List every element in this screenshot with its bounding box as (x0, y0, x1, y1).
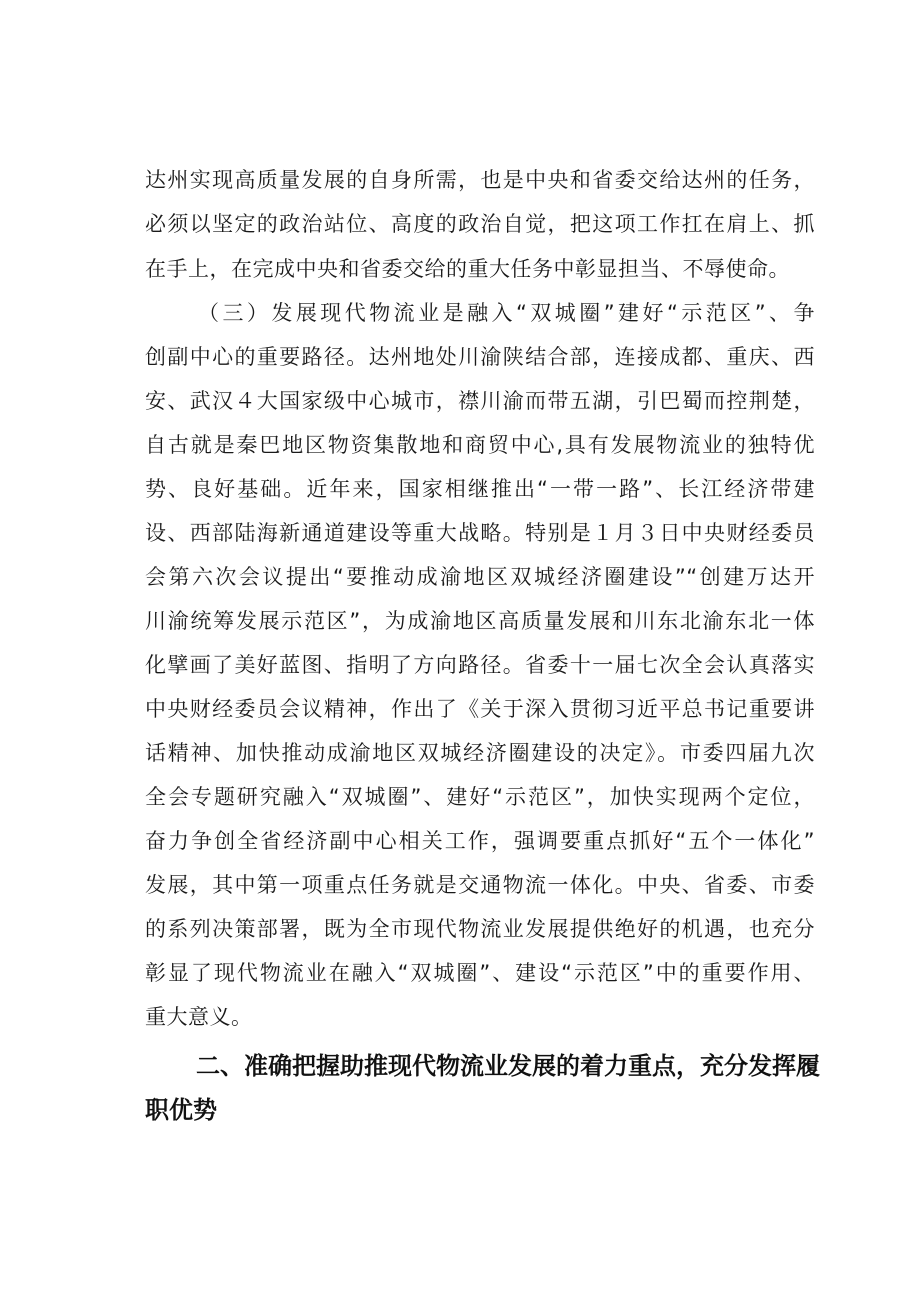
paragraph-2-line-14: 发展，其中第一项重点任务就是交通物流一体化。中央、省委、市委 (145, 873, 815, 897)
paragraph-1-line-2: 必须以坚定的政治站位、高度的政治自觉，把这项工作扛在肩上、抓 (145, 212, 815, 236)
paragraph-2-line-12: 全会专题研究融入“双城圈”、建好“示范区”，加快实现两个定位， (145, 785, 815, 809)
paragraph-2-line-15: 的系列决策部署，既为全市现代物流业发展提供绝好的机遇，也充分 (145, 917, 815, 941)
paragraph-2-line-5: 势、良好基础。近年来，国家相继推出“一带一路”、长江经济带建 (145, 477, 815, 501)
paragraph-2-line-7: 会第六次会议提出“要推动成渝地区双城经济圈建设”“创建万达开 (145, 565, 815, 589)
paragraph-2-line-4: 自古就是秦巴地区物资集散地和商贸中心,具有发展物流业的独特优 (145, 433, 815, 457)
paragraph-2-line-10: 中央财经委员会议精神，作出了《关于深入贯彻习近平总书记重要讲 (145, 697, 815, 721)
paragraph-1-line-1: 达州实现高质量发展的自身所需，也是中央和省委交给达州的任务， (145, 168, 815, 192)
paragraph-2-line-1: （三）发展现代物流业是融入“双城圈”建好“示范区”、争 (198, 301, 815, 325)
paragraph-2-line-6: 设、西部陆海新通道建设等重大战略。特别是１月３日中央财经委员 (145, 521, 815, 545)
paragraph-2-line-13: 奋力争创全省经济副中心相关工作，强调要重点抓好“五个一体化” (145, 829, 815, 853)
section-heading-line-2: 职优势 (145, 1096, 217, 1124)
paragraph-2-line-8: 川渝统筹发展示范区”，为成渝地区高质量发展和川东北渝东北一体 (145, 609, 815, 633)
section-heading-line-1: 二、准确把握助推现代物流业发展的着力重点，充分发挥履 (196, 1052, 820, 1080)
paragraph-2-line-17: 重大意义。 (145, 1005, 253, 1029)
paragraph-2-line-9: 化擘画了美好蓝图、指明了方向路径。省委十一届七次全会认真落实 (145, 653, 815, 677)
paragraph-2-line-2: 创副中心的重要路径。达州地处川渝陕结合部，连接成都、重庆、西 (145, 345, 815, 369)
paragraph-1-line-3: 在手上，在完成中央和省委交给的重大任务中彰显担当、不辱使命。 (145, 257, 790, 281)
paragraph-2-line-16: 彰显了现代物流业在融入“双城圈”、建设“示范区”中的重要作用、 (145, 961, 815, 985)
paragraph-2-line-11: 话精神、加快推动成渝地区双城经济圈建设的决定》。市委四届九次 (145, 741, 815, 765)
paragraph-2-line-3: 安、武汉４大国家级中心城市，襟川渝而带五湖，引巴蜀而控荆楚， (145, 389, 815, 413)
